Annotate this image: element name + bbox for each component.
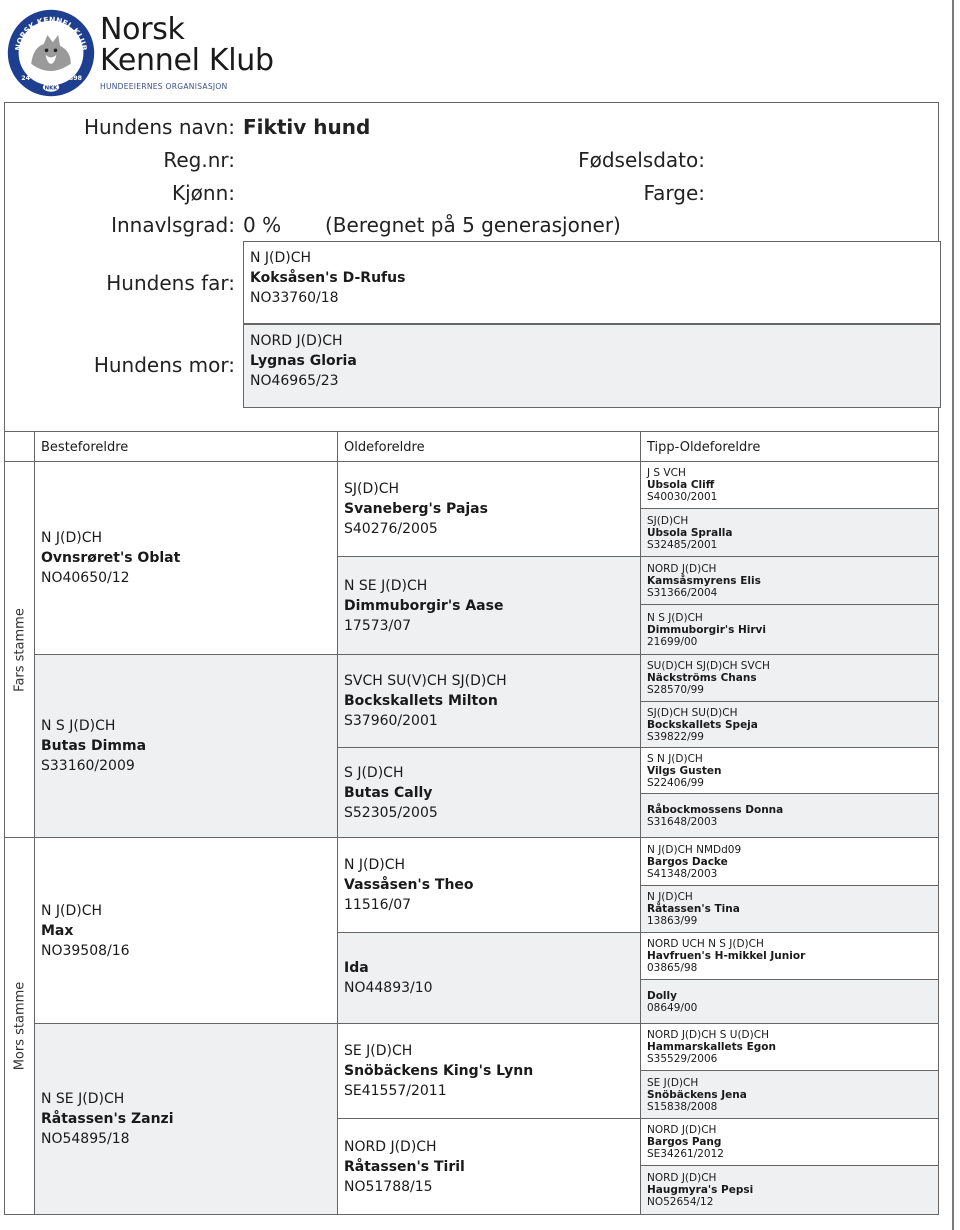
logo-badge: NKK xyxy=(44,85,58,92)
ggp-name: Butas Cally xyxy=(344,784,433,801)
grandparent-titles: N J(D)CH xyxy=(41,902,103,919)
brand-line1: Norsk xyxy=(100,12,185,47)
ggp-reg: 11516/07 xyxy=(344,897,412,913)
gggp-reg: 08649/00 xyxy=(647,1001,698,1014)
gggp-name: Näckströms Chans xyxy=(647,672,757,684)
logo-ring-text: NORSK KENNEL KLUB xyxy=(13,15,89,52)
grandparent-titles: N J(D)CH xyxy=(41,530,103,546)
gggp-reg: S31648/2003 xyxy=(647,815,718,828)
great-grandparent-cell xyxy=(338,1024,641,1119)
gggp-name: Dolly xyxy=(647,989,677,1002)
page-edge-divider xyxy=(952,0,954,1230)
gggp-cell xyxy=(641,655,938,702)
birthdate-label: Fødselsdato: xyxy=(578,148,705,172)
gggp-cell xyxy=(641,886,938,933)
header-grandparents: Besteforeldre xyxy=(35,432,338,462)
grandparent-titles: N SE J(D)CH xyxy=(41,1091,125,1107)
grandparent-name: Max xyxy=(41,922,74,939)
ggp-name: Bockskallets Milton xyxy=(344,693,498,709)
great-grandparent-cell xyxy=(338,655,641,748)
ggp-name: Vassåsen's Theo xyxy=(344,877,474,893)
dog-name-label: Hundens navn: xyxy=(83,115,235,139)
ggp-name: Svaneberg's Pajas xyxy=(344,501,488,517)
ggp-reg: S52305/2005 xyxy=(344,804,438,821)
dam-name: Lygnas Gloria xyxy=(250,353,357,369)
ggp-name: Ida xyxy=(344,960,369,976)
gggp-titles: S N J(D)CH xyxy=(647,752,703,765)
gggp-name: Snöbäckens Jena xyxy=(647,1088,747,1101)
dam-line-text: Mors stamme xyxy=(12,981,27,1071)
grandparent-name: Butas Dimma xyxy=(41,738,147,754)
gggp-reg: NO52654/12 xyxy=(647,1196,714,1208)
gggp-titles: NORD J(D)CH xyxy=(647,562,717,575)
great-grandparent-cell xyxy=(338,462,641,557)
gggp-name: Bockskallets Speja xyxy=(647,718,758,731)
gggp-cell xyxy=(641,462,938,509)
gggp-cell xyxy=(641,557,938,605)
color-label: Farge: xyxy=(643,181,705,205)
gggp-titles: N S J(D)CH xyxy=(647,611,703,624)
gggp-name: Råbockmossens Donna xyxy=(647,803,784,816)
gggp-name: Ubsola Spralla xyxy=(647,526,733,539)
sire-box xyxy=(243,241,941,324)
header-great-grandparents: Oldeforeldre xyxy=(338,432,641,462)
gggp-reg: SE34261/2012 xyxy=(647,1148,724,1160)
ggp-name: Snöbäckens King's Lynn xyxy=(344,1063,534,1079)
ggp-titles: N SE J(D)CH xyxy=(344,577,428,594)
gggp-titles: NORD J(D)CH xyxy=(647,1172,717,1184)
gggp-cell xyxy=(641,794,938,838)
gggp-reg: 13863/99 xyxy=(647,915,698,927)
gggp-cell xyxy=(641,509,938,557)
dam-box xyxy=(243,324,941,408)
header-great-great-grandparents: Tipp-Oldeforeldre xyxy=(641,432,938,462)
dam-reg: NO46965/23 xyxy=(250,373,339,389)
gggp-cell xyxy=(641,605,938,655)
gggp-name: Haugmyra's Pepsi xyxy=(647,1184,754,1196)
brand-subtitle: HUNDEEIERNES ORGANISASJON xyxy=(100,82,228,91)
gggp-reg: S35529/2006 xyxy=(647,1053,718,1065)
gggp-reg: S39822/99 xyxy=(647,730,704,743)
gggp-reg: 21699/00 xyxy=(647,635,698,648)
gggp-name: Vilgs Gusten xyxy=(647,764,722,777)
ggp-reg: NO44893/10 xyxy=(344,980,433,996)
ggp-reg: SE41557/2011 xyxy=(344,1083,447,1099)
grandparent-reg: NO40650/12 xyxy=(41,570,130,586)
gggp-cell xyxy=(641,1119,938,1166)
gggp-cell xyxy=(641,1071,938,1119)
sire-reg: NO33760/18 xyxy=(250,290,339,306)
grandparent-cell xyxy=(35,655,338,838)
gggp-titles: N J(D)CH xyxy=(647,891,693,903)
great-grandparent-cell xyxy=(338,1119,641,1214)
ggp-titles: SJ(D)CH xyxy=(344,481,400,497)
gggp-cell xyxy=(641,748,938,794)
regnr-label: Reg.nr: xyxy=(163,148,235,172)
nkk-logo xyxy=(6,8,96,98)
gggp-titles: NORD J(D)CH xyxy=(647,1124,717,1136)
dog-name-value: Fiktiv hund xyxy=(243,115,371,139)
grandparent-cell xyxy=(35,838,338,1024)
gggp-cell xyxy=(641,1166,938,1214)
pedigree-table xyxy=(4,431,939,1215)
sire-name: Koksåsen's D-Rufus xyxy=(250,270,406,286)
gggp-name: Dimmuborgir's Hirvi xyxy=(647,623,767,636)
gggp-reg: S31366/2004 xyxy=(647,586,718,599)
ggp-titles: N J(D)CH xyxy=(344,857,406,873)
gggp-cell xyxy=(641,1024,938,1071)
ggp-titles: NORD J(D)CH xyxy=(344,1138,437,1155)
gggp-titles: SE J(D)CH xyxy=(647,1076,699,1089)
ggp-titles: SE J(D)CH xyxy=(344,1043,413,1059)
gggp-titles: SJ(D)CH xyxy=(647,514,689,527)
gggp-cell xyxy=(641,933,938,980)
gggp-reg: S40030/2001 xyxy=(647,491,718,503)
grandparent-cell xyxy=(35,462,338,655)
ggp-titles: S J(D)CH xyxy=(344,764,404,781)
ggp-reg: S37960/2001 xyxy=(344,713,438,729)
inbreeding-note: (Beregnet på 5 generasjoner) xyxy=(325,213,621,237)
gggp-reg: S15838/2008 xyxy=(647,1100,718,1113)
gggp-reg: S41348/2003 xyxy=(647,867,718,880)
grandparent-name: Råtassen's Zanzi xyxy=(41,1111,174,1127)
gggp-name: Råtassen's Tina xyxy=(647,903,740,915)
gggp-name: Bargos Pang xyxy=(647,1136,722,1148)
gggp-titles: SU(D)CH SJ(D)CH SVCH xyxy=(647,660,770,672)
great-grandparent-cell xyxy=(338,933,641,1024)
gggp-titles: J S VCH xyxy=(647,467,686,479)
great-grandparent-cell xyxy=(338,557,641,655)
gggp-titles: NORD J(D)CH S U(D)CH xyxy=(647,1029,769,1041)
gggp-name: Ubsola Cliff xyxy=(647,479,715,491)
logo-year-left: 24-1 xyxy=(21,75,38,83)
ggp-reg: NO51788/15 xyxy=(344,1178,433,1195)
dog-info-box xyxy=(4,102,939,432)
logo-year-right: 1898 xyxy=(64,75,83,83)
gggp-reg: S28570/99 xyxy=(647,684,704,696)
inbreeding-label: Innavlsgrad: xyxy=(111,213,235,237)
gggp-name: Bargos Dacke xyxy=(647,855,728,868)
gggp-name: Kamsåsmyrens Elis xyxy=(647,574,761,587)
header-corner xyxy=(5,432,35,462)
gggp-titles: N J(D)CH NMDd09 xyxy=(647,843,742,856)
dam-titles: NORD J(D)CH xyxy=(250,333,343,349)
gggp-reg: S32485/2001 xyxy=(647,538,718,551)
dam-label: Hundens mor: xyxy=(93,353,235,377)
ggp-reg: S40276/2005 xyxy=(344,521,438,537)
sire-label: Hundens far: xyxy=(106,271,235,295)
ggp-name: Råtassen's Tiril xyxy=(344,1158,465,1175)
gggp-titles: SJ(D)CH SU(D)CH xyxy=(647,706,738,719)
gggp-name: Hammarskallets Egon xyxy=(647,1041,776,1053)
sex-label: Kjønn: xyxy=(172,181,235,205)
sire-titles: N J(D)CH xyxy=(250,250,312,266)
sire-line-text: Fars stamme xyxy=(12,607,27,692)
gggp-reg: S22406/99 xyxy=(647,776,704,789)
gggp-name: Havfruen's H-mikkel Junior xyxy=(647,950,806,962)
grandparent-cell xyxy=(35,1024,338,1214)
gggp-reg: 03865/98 xyxy=(647,962,698,974)
grandparent-reg: NO39508/16 xyxy=(41,942,130,959)
gggp-cell xyxy=(641,980,938,1024)
grandparent-name: Ovnsrøret's Oblat xyxy=(41,550,181,566)
brand-line2: Kennel Klub xyxy=(100,43,274,78)
ggp-reg: 17573/07 xyxy=(344,617,412,634)
grandparent-reg: S33160/2009 xyxy=(41,758,135,774)
great-grandparent-cell xyxy=(338,748,641,838)
gggp-cell xyxy=(641,838,938,886)
dam-line-label xyxy=(5,838,35,1214)
inbreeding-value: 0 % xyxy=(243,213,282,237)
sire-line-label xyxy=(5,462,35,838)
gggp-titles: NORD UCH N S J(D)CH xyxy=(647,938,764,950)
grandparent-reg: NO54895/18 xyxy=(41,1131,130,1147)
great-grandparent-cell xyxy=(338,838,641,933)
brand xyxy=(100,14,274,91)
grandparent-titles: N S J(D)CH xyxy=(41,718,116,734)
ggp-name: Dimmuborgir's Aase xyxy=(344,597,504,614)
gggp-cell xyxy=(641,702,938,748)
ggp-titles: SVCH SU(V)CH SJ(D)CH xyxy=(344,673,507,689)
